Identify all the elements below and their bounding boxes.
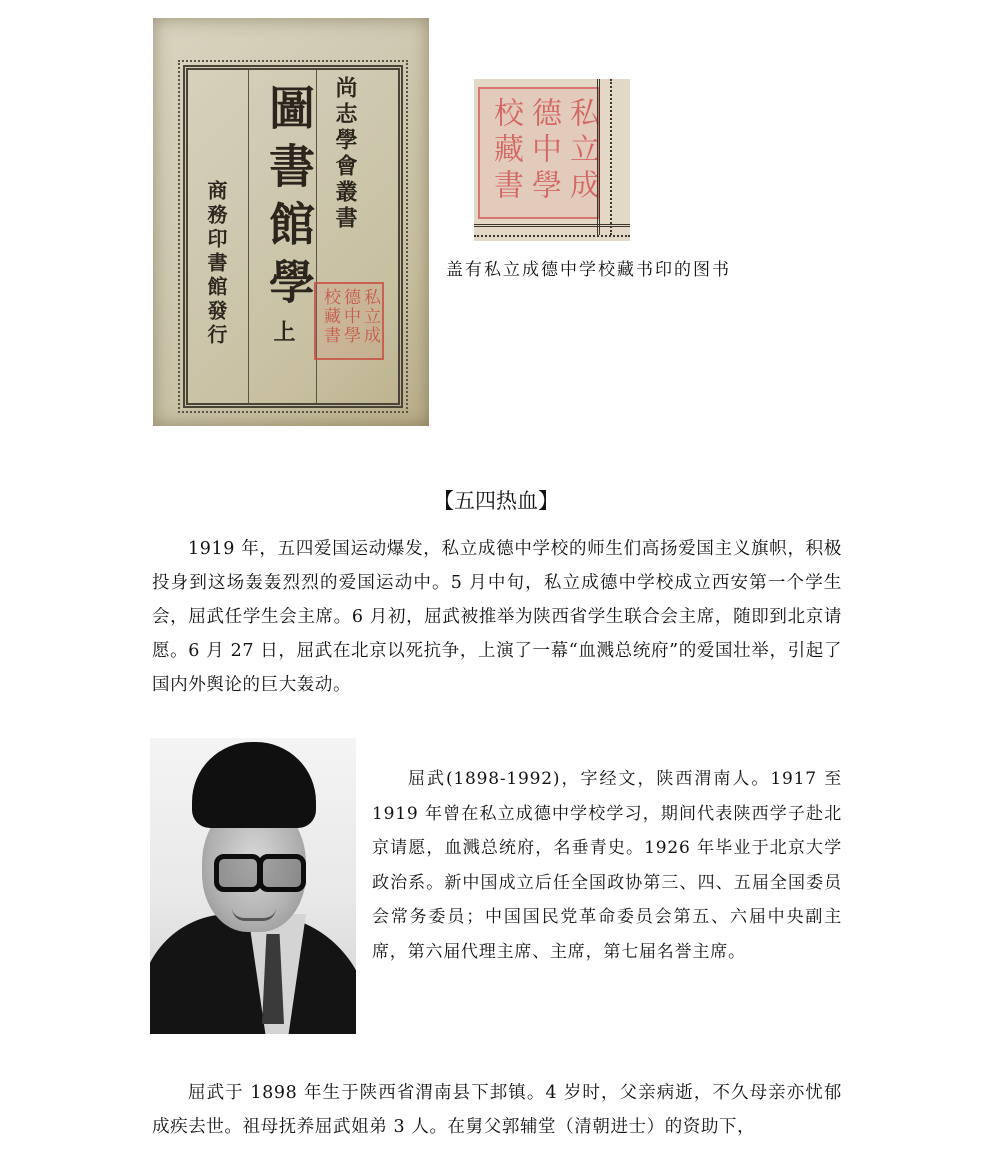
- portrait-photo: [150, 738, 356, 1034]
- glasses-lens: [258, 854, 306, 892]
- cover-volume: 上: [270, 320, 296, 346]
- cover-stamp-text: 私立成德中學校藏書: [320, 288, 380, 345]
- cover-library-stamp: [314, 282, 384, 360]
- section-heading: 【五四热血】: [433, 489, 559, 513]
- cover-title: 圖書館學: [262, 84, 316, 316]
- cover-series: 尚志學會叢書: [332, 76, 358, 232]
- body-paragraph: 屈武于 1898 年生于陕西省渭南县下邽镇。4 岁时，父亲病逝，不久母亲亦忧郁成疾去世。祖母抚养屈武姐弟 3 人。在舅父郭辅堂（清朝进士）的资助下，: [152, 1083, 842, 1137]
- library-seal: [478, 87, 600, 219]
- stamp-closeup-photo: [474, 79, 630, 241]
- book-cover-photo: [153, 18, 429, 426]
- stamp-caption: 盖有私立成德中学校藏书印的图书: [446, 260, 731, 280]
- cover-decorative-frame: [183, 65, 403, 408]
- glasses-lens: [214, 854, 262, 892]
- body-paragraph: 1919 年，五四爱国运动爆发，私立成德中学校的师生们高扬爱国主义旗帜，积极投身到这场轰轰烈烈的爱国运动中。5 月中旬，私立成德中学校成立西安第一个学生会，屈武任学生会主席。6 月初，屈武被推举为陕西省学生联合会主席，随即到北京请愿。6 月 27 日，屈武在北京以死抗争，上演了一幕“血溅总统府”的爱国壮举，引起了国内外舆论的巨大轰动。: [152, 539, 842, 695]
- page-border: [597, 79, 612, 235]
- page-border: [474, 224, 630, 237]
- cover-publisher: 商務印書館發行: [204, 180, 228, 348]
- portrait-hat: [192, 742, 316, 828]
- biography-text: 屈武(1898-1992)，字经文，陕西渭南人。1917 至 1919 年曾在私立成德中学校学习，期间代表陕西学子赴北京请愿，血溅总统府，名垂青史。1926 年毕业于北京大学政治系。新中国成立后任全国政协第三、四、五届全国委员会常务委员；中国国民党革命委员会第五、六届中央副主席，第六届代理主席、主席，第七届名誉主席。: [372, 769, 842, 962]
- cover-divider: [248, 70, 249, 403]
- seal-text: 私立成德中學校藏書: [488, 97, 599, 205]
- portrait-smile: [232, 908, 276, 921]
